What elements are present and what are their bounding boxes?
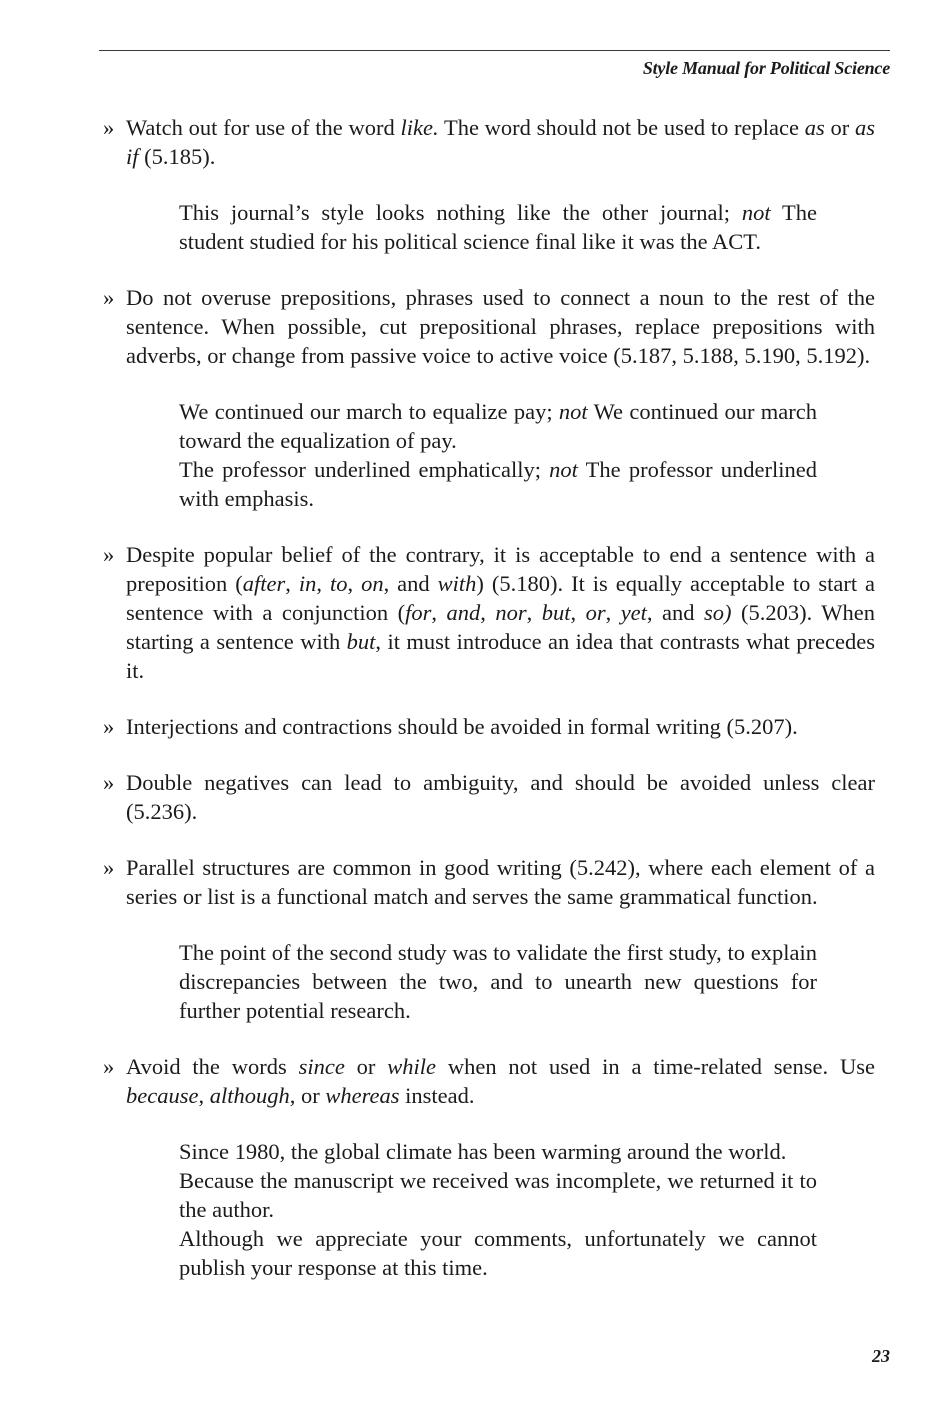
text: , <box>526 600 542 625</box>
text: instead. <box>399 1083 475 1108</box>
text: Double negatives can lead to ambiguity, and should be avoided unless clear (5.236). <box>126 770 875 824</box>
example-block <box>177 397 817 513</box>
example-sentence <box>177 198 817 256</box>
bullet-mark: » <box>103 542 115 567</box>
text: We continued our march to equalize pay; <box>179 399 559 424</box>
term: whereas <box>325 1083 400 1108</box>
text: ) (5.180). It is equally acceptable to start a sentence with a conjunction ( <box>126 571 876 625</box>
text: or <box>344 1054 388 1079</box>
example-block <box>177 938 817 1025</box>
bullet-mark: » <box>103 770 115 795</box>
text: We continued our march toward the equalization of pay. <box>179 399 817 453</box>
text: Watch out for use of the word <box>126 115 401 140</box>
text: , or <box>289 1083 326 1108</box>
not-marker: not <box>558 399 588 424</box>
bullet-mark: » <box>103 115 115 140</box>
term: or <box>585 600 606 625</box>
term: as if <box>126 115 875 169</box>
text: , <box>285 571 299 596</box>
text: The word should not be used to replace <box>438 115 805 140</box>
term: but <box>541 600 571 625</box>
running-head: Style Manual for Political Science <box>642 58 890 78</box>
guideline-parallel-structures <box>103 853 875 911</box>
text: , it must introduce an idea that contrasts what precedes it. <box>126 629 875 683</box>
term: on <box>361 571 384 596</box>
term: although <box>209 1083 290 1108</box>
term: in <box>298 571 317 596</box>
text: , <box>570 600 586 625</box>
example-sentence <box>177 938 817 1025</box>
header-rule <box>99 50 890 51</box>
text: , <box>431 600 447 625</box>
guideline-prepositions <box>103 283 875 370</box>
term: to <box>329 571 348 596</box>
text: , <box>198 1083 210 1108</box>
text: , <box>605 600 621 625</box>
term: with <box>437 571 477 596</box>
term: because <box>126 1083 199 1108</box>
term: while <box>387 1054 437 1079</box>
example-block <box>177 198 817 256</box>
guideline-double-negatives <box>103 768 875 826</box>
example-block <box>177 1137 817 1282</box>
text: when not used in a time-related sense. Use <box>436 1054 875 1079</box>
example-sentence <box>177 1137 817 1166</box>
text: The point of the second study was to validate the first study, to explain discrepancies between the two, and to unearth new questions for further potential research. <box>179 940 817 1023</box>
term: for <box>405 600 432 625</box>
text: or <box>824 115 855 140</box>
example-sentence <box>177 397 817 455</box>
not-marker: not <box>741 200 771 225</box>
text: This journal’s style looks nothing like the other journal; <box>179 200 742 225</box>
text: , and <box>646 600 704 625</box>
term: nor <box>495 600 527 625</box>
text: (5.203). When starting a sentence with <box>126 600 876 654</box>
term: but <box>346 629 376 654</box>
term: after <box>242 571 286 596</box>
term: as <box>804 115 825 140</box>
term: like. <box>400 115 439 140</box>
text: (5.185). <box>138 144 216 169</box>
text: Do not overuse prepositions, phrases used to connect a noun to the rest of the sentence. When possible, cut prepositional phrases, replace prepositions with adverbs, or change from passive voice to active voice (5.187, 5.188, 5.190, 5.192). <box>126 285 875 368</box>
term: yet <box>620 600 647 625</box>
text: , <box>480 600 496 625</box>
text: The student studied for his political science final like it was the ACT. <box>179 200 817 254</box>
text: Since 1980, the global climate has been warming around the world. <box>179 1139 787 1164</box>
bullet-mark: » <box>103 714 115 739</box>
text: Despite popular belief of the contrary, it is acceptable to end a sentence with a preposition ( <box>126 542 875 596</box>
bullet-mark: » <box>103 1054 115 1079</box>
text: Avoid the words <box>126 1054 299 1079</box>
text: , and <box>383 571 438 596</box>
text: Interjections and contractions should be avoided in formal writing (5.207). <box>126 714 798 739</box>
page-body <box>103 113 875 1309</box>
term: since <box>298 1054 345 1079</box>
example-sentence <box>177 1166 817 1224</box>
bullet-mark: » <box>103 855 115 880</box>
guideline-like <box>103 113 875 171</box>
example-sentence <box>177 1224 817 1282</box>
text: Although we appreciate your comments, unfortunately we cannot publish your response at this time. <box>179 1226 817 1280</box>
term: and <box>446 600 481 625</box>
guideline-interjections <box>103 712 875 741</box>
bullet-mark: » <box>103 285 115 310</box>
text: Because the manuscript we received was incomplete, we returned it to the author. <box>179 1168 817 1222</box>
page-number: 23 <box>872 1346 890 1366</box>
not-marker: not <box>549 457 578 482</box>
term: so) <box>704 600 732 625</box>
guideline-since-while <box>103 1052 875 1110</box>
text: The professor underlined with emphasis. <box>179 457 817 511</box>
text: , <box>347 571 362 596</box>
text: The professor underlined emphatically; <box>179 457 550 482</box>
text: Parallel structures are common in good writing (5.242), where each element of a series or list is a functional match and serves the same grammatical function. <box>126 855 875 909</box>
example-sentence <box>177 455 817 513</box>
text: , <box>316 571 330 596</box>
guideline-end-with-preposition <box>103 540 875 685</box>
